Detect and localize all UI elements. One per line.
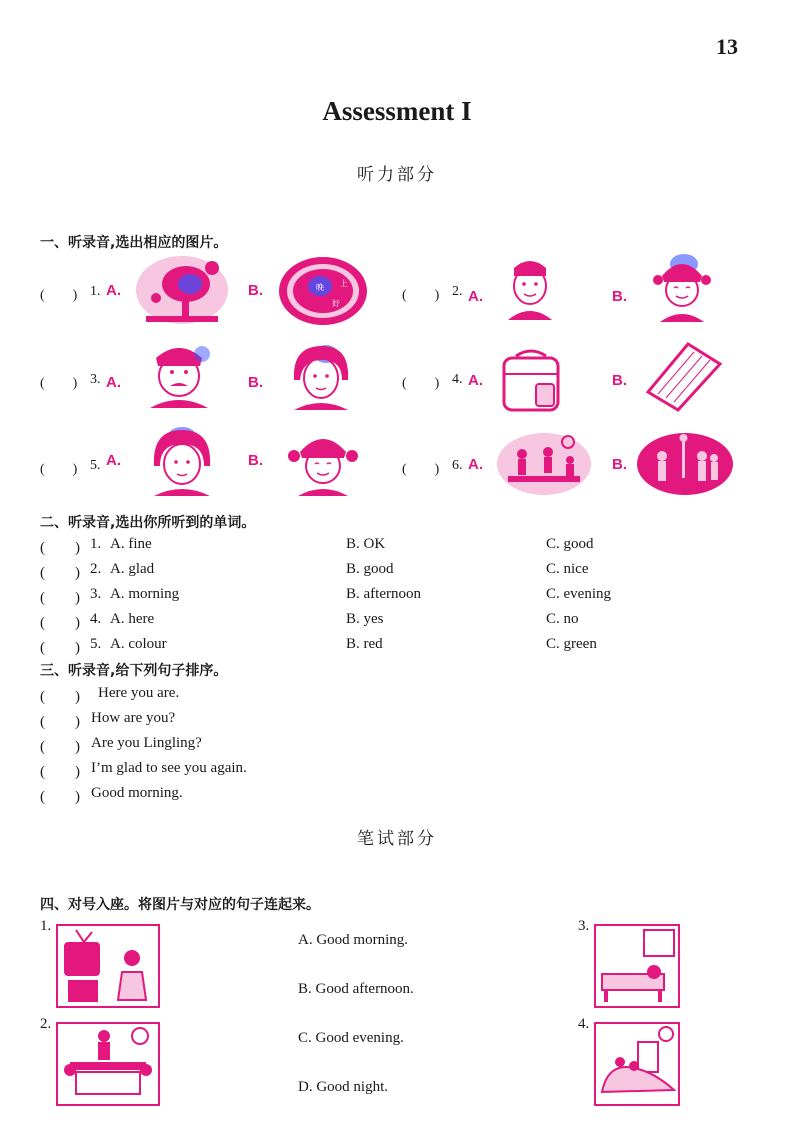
sentence: Are you Lingling?	[91, 735, 202, 751]
choice-c: C. evening	[546, 586, 611, 602]
match-sentence-c: C. Good evening.	[298, 1030, 404, 1046]
street-night-scene-picture[interactable]	[636, 430, 734, 496]
sunset-tree-picture[interactable]	[134, 254, 230, 326]
question-number: 4.	[90, 611, 102, 627]
answer-bracket[interactable]: ( )	[40, 714, 80, 730]
choice-a: A. here	[110, 611, 155, 627]
notebook-picture[interactable]	[644, 340, 724, 412]
question-number: 3.	[90, 372, 101, 387]
match-sentence-b: B. Good afternoon.	[298, 981, 414, 997]
choice-c: C. nice	[546, 561, 589, 577]
woman-face-picture[interactable]	[286, 340, 356, 412]
picture-number: 1.	[40, 918, 52, 934]
tv-and-child-picture[interactable]	[56, 924, 160, 1008]
question-number: 1.	[90, 536, 102, 552]
child-sleeping-picture[interactable]	[594, 924, 680, 1008]
answer-bracket[interactable]: ( )	[40, 640, 80, 656]
option-a-label: A.	[106, 282, 121, 299]
question-number: 5.	[90, 636, 102, 652]
option-a-label: A.	[468, 288, 483, 305]
option-b-label: B.	[248, 374, 263, 391]
answer-bracket[interactable]: ( )	[402, 288, 440, 303]
picture-text-3: 好	[332, 299, 340, 308]
choice-b: B. OK	[346, 536, 386, 552]
option-b-label: B.	[612, 456, 627, 473]
question-number: 4.	[452, 372, 463, 387]
option-a-label: A.	[106, 452, 121, 469]
answer-bracket[interactable]: ( )	[402, 462, 440, 477]
question-number: 5.	[90, 458, 101, 473]
answer-bracket[interactable]: ( )	[40, 789, 80, 805]
girl-face-picture[interactable]	[284, 426, 362, 498]
part2-heading: 二、听录音,选出你所听到的单词。	[40, 515, 256, 531]
choice-b: B. afternoon	[346, 586, 421, 602]
answer-bracket[interactable]: ( )	[40, 288, 78, 303]
school-bag-picture[interactable]	[496, 346, 566, 416]
option-b-label: B.	[248, 282, 263, 299]
picture-number: 3.	[578, 918, 590, 934]
night-sky-clock-picture[interactable]	[278, 256, 368, 326]
picture-number: 4.	[578, 1016, 590, 1032]
classroom-scene-picture[interactable]	[496, 430, 592, 496]
sentence: Good morning.	[91, 785, 183, 801]
option-a-label: A.	[106, 374, 121, 391]
sentence: I’m glad to see you again.	[91, 760, 247, 776]
answer-bracket[interactable]: ( )	[40, 615, 80, 631]
family-dinner-picture[interactable]	[56, 1022, 160, 1106]
page-title: Assessment I	[322, 96, 472, 126]
sentence: Here you are.	[98, 685, 180, 701]
part4-heading: 四、对号入座。将图片与对应的句子连起来。	[40, 897, 320, 913]
choice-b: B. red	[346, 636, 383, 652]
choice-b: B. good	[346, 561, 394, 577]
part3-heading: 三、听录音,给下列句子排序。	[40, 663, 228, 679]
answer-bracket[interactable]: ( )	[40, 739, 80, 755]
choice-c: C. green	[546, 636, 597, 652]
part1-heading: 一、听录音,选出相应的图片。	[40, 235, 228, 251]
answer-bracket[interactable]: ( )	[402, 376, 440, 391]
option-a-label: A.	[468, 372, 483, 389]
page-number: 13	[716, 34, 738, 59]
sentence: How are you?	[91, 710, 176, 726]
choice-a: A. fine	[110, 536, 152, 552]
picture-text-2: 上	[340, 279, 348, 288]
answer-bracket[interactable]: ( )	[40, 565, 80, 581]
girl-face-picture[interactable]	[650, 250, 714, 324]
picture-text-1: 晚	[316, 283, 324, 292]
match-sentence-d: D. Good night.	[298, 1079, 388, 1095]
answer-bracket[interactable]: ( )	[40, 689, 80, 705]
writing-section-title: 笔试部分	[357, 829, 437, 849]
answer-bracket[interactable]: ( )	[40, 376, 78, 391]
man-face-picture[interactable]	[144, 340, 214, 410]
woman-face-picture[interactable]	[146, 424, 218, 498]
answer-bracket[interactable]: ( )	[40, 764, 80, 780]
question-number: 1.	[90, 284, 101, 299]
option-a-label: A.	[468, 456, 483, 473]
choice-c: C. no	[546, 611, 579, 627]
answer-bracket[interactable]: ( )	[40, 540, 80, 556]
morning-sun-picture[interactable]	[594, 1022, 680, 1106]
option-b-label: B.	[248, 452, 263, 469]
choice-a: A. glad	[110, 561, 155, 577]
question-number: 6.	[452, 458, 463, 473]
listening-section-title: 听力部分	[357, 165, 437, 185]
option-b-label: B.	[612, 288, 627, 305]
picture-number: 2.	[40, 1016, 52, 1032]
answer-bracket[interactable]: ( )	[40, 462, 78, 477]
answer-bracket[interactable]: ( )	[40, 590, 80, 606]
match-sentence-a: A. Good morning.	[298, 932, 408, 948]
choice-a: A. morning	[110, 586, 180, 602]
question-number: 3.	[90, 586, 102, 602]
boy-face-picture[interactable]	[500, 254, 560, 322]
option-b-label: B.	[612, 372, 627, 389]
choice-c: C. good	[546, 536, 594, 552]
choice-a: A. colour	[110, 636, 167, 652]
question-number: 2.	[452, 284, 463, 299]
question-number: 2.	[90, 561, 102, 577]
choice-b: B. yes	[346, 611, 384, 627]
